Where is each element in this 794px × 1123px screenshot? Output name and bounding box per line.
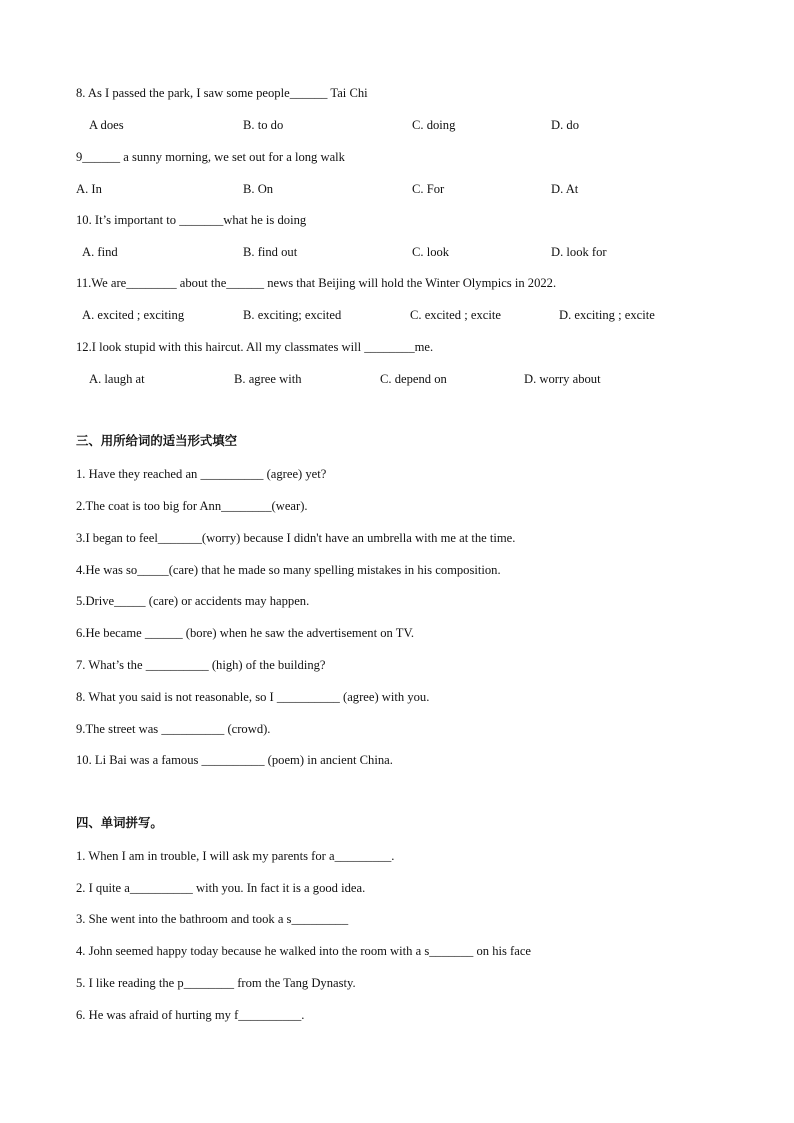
spelling-item: 4. John seemed happy today because he walked into the room with a s_______ on his face	[76, 944, 532, 958]
section-heading: 三、用所给词的适当形式填空	[76, 433, 238, 448]
option-d: D. do	[551, 118, 579, 132]
option-a: A does	[89, 118, 124, 132]
option-b: B. find out	[243, 245, 298, 259]
fill-item: 2.The coat is too big for Ann________(wear).	[76, 499, 308, 513]
fill-item: 7. What’s the __________ (high) of the building?	[76, 658, 326, 672]
option-d: D. worry about	[524, 372, 601, 386]
fill-item: 3.I began to feel_______(worry) because I didn't have an umbrella with me at the time.	[76, 531, 516, 545]
spelling-item: 6. He was afraid of hurting my f__________.	[76, 1008, 305, 1022]
spelling-item: 5. I like reading the p________ from the Tang Dynasty.	[76, 976, 356, 990]
question-10: 10. It’s important to _______what he is doing	[76, 213, 307, 227]
option-d: D. look for	[551, 245, 607, 259]
fill-item: 5.Drive_____ (care) or accidents may happen.	[76, 594, 310, 608]
fill-item: 10. Li Bai was a famous __________ (poem) in ancient China.	[76, 753, 393, 767]
option-c: C. depend on	[380, 372, 447, 386]
option-d: D. At	[551, 182, 579, 196]
spelling-item: 3. She went into the bathroom and took a s_________	[76, 912, 349, 926]
fill-item: 4.He was so_____(care) that he made so many spelling mistakes in his composition.	[76, 563, 501, 577]
fill-item: 8. What you said is not reasonable, so I __________ (agree) with you.	[76, 690, 430, 704]
option-b: B. exciting; excited	[243, 308, 342, 322]
fill-item: 6.He became ______ (bore) when he saw the advertisement on TV.	[76, 626, 415, 640]
question-12: 12.I look stupid with this haircut. All my classmates will ________me.	[76, 340, 434, 354]
option-a: A. find	[82, 245, 118, 259]
question-8: 8. As I passed the park, I saw some people______ Tai Chi	[76, 86, 368, 100]
option-a: A. In	[76, 182, 102, 196]
question-11: 11.We are________ about the______ news that Beijing will hold the Winter Olympics in 2022.	[76, 276, 557, 290]
option-a: A. laugh at	[89, 372, 145, 386]
question-9: 9______ a sunny morning, we set out for a long walk	[76, 150, 345, 164]
option-c: C. excited ; excite	[410, 308, 501, 322]
option-c: C. For	[412, 182, 445, 196]
option-b: B. to do	[243, 118, 284, 132]
option-d: D. exciting ; excite	[559, 308, 655, 322]
option-b: B. On	[243, 182, 274, 196]
spelling-item: 2. I quite a__________ with you. In fact it is a good idea.	[76, 881, 366, 895]
option-c: C. look	[412, 245, 450, 259]
option-a: A. excited ; exciting	[82, 308, 185, 322]
section-heading: 四、单词拼写。	[76, 815, 163, 830]
option-b: B. agree with	[234, 372, 302, 386]
spelling-item: 1. When I am in trouble, I will ask my parents for a_________.	[76, 849, 395, 863]
fill-item: 9.The street was __________ (crowd).	[76, 722, 271, 736]
option-c: C. doing	[412, 118, 456, 132]
fill-item: 1. Have they reached an __________ (agree) yet?	[76, 467, 327, 481]
